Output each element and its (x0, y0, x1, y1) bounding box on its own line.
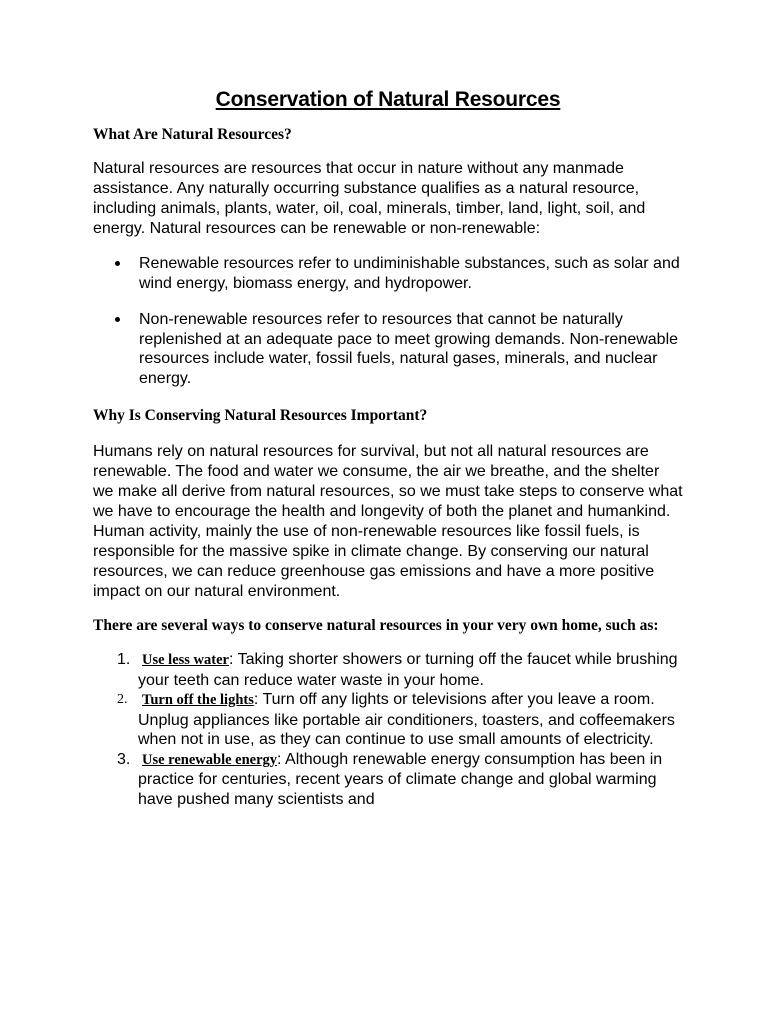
list-item-key: Use renewable energy (142, 751, 278, 768)
ways-to-conserve-list (93, 650, 683, 809)
list-item-key: Turn off the lights (142, 692, 254, 708)
list-item-text: : Taking shorter showers or turning off the faucet while brushing your teeth can reduce water waste in your home. (138, 651, 678, 689)
why-conserve-paragraph: Humans rely on natural resources for survival, but not all natural resources are renewable. The food and water we consume, the air we breathe, and the shelter we make all derive from natural resources, so we must take steps to conserve what we have to encourage the health and longevity of both the planet and humankind. Human activity, mainly the use of non-renewable resources like fossil fuels, is responsible for the massive spike in climate change. By conserving our natural resources, we can reduce greenhouse gas emissions and have a more positive impact on our natural environment. (93, 443, 683, 600)
section-heading-ways-to-conserve: There are several ways to conserve natural resources in your very own home, such as: (93, 617, 659, 634)
bullet-icon (115, 261, 120, 266)
list-item-non-renewable (93, 310, 683, 388)
list-item-use-renewable-energy (93, 750, 683, 810)
list-number: 3. (117, 750, 131, 768)
natural-resources-definition-paragraph: Natural resources are resources that occur in nature without any manmade assistance. Any naturally occurring substance qualifies as a natural resource, including animals, plants, water, oil, coal, minerals, timber, land, light, soil, and energy. Natural resources can be renewable or non-renewable: (93, 160, 646, 237)
resource-types-list (93, 254, 683, 388)
section-heading-why-conserve: Why Is Conserving Natural Resources Important? (93, 407, 428, 424)
list-number: 2. (117, 692, 128, 707)
list-item-use-less-water (93, 650, 683, 690)
bullet-icon (115, 317, 120, 322)
list-item-turn-off-lights (93, 690, 683, 750)
list-item-key: Use less water (142, 652, 229, 668)
document-title: Conservation of Natural Resources (215, 88, 561, 111)
document-page (93, 88, 683, 809)
list-item-text: Renewable resources refer to undiminishable substances, such as solar and wind energy, biomass energy, and hydropower. (139, 255, 680, 292)
section-heading-what-are-natural-resources: What Are Natural Resources? (93, 126, 292, 143)
list-item-text: Non-renewable resources refer to resources that cannot be naturally replenished at an adequate pace to meet growing demands. Non-renewable resources include water, fossil fuels, natural gases, minerals, and nuclear energy. (139, 311, 679, 387)
list-item-renewable (93, 254, 683, 293)
list-item-text: : Turn off any lights or televisions after you leave a room. Unplug appliances like portable air conditioners, toasters, and coffeemakers when not in use, as they can continue to use small amounts of electricity. (138, 691, 675, 748)
list-item-text: : Although renewable energy consumption has been in practice for centuries, recent years of climate change and global warming have pushed many scientists and (138, 750, 663, 808)
list-number: 1. (117, 651, 131, 668)
